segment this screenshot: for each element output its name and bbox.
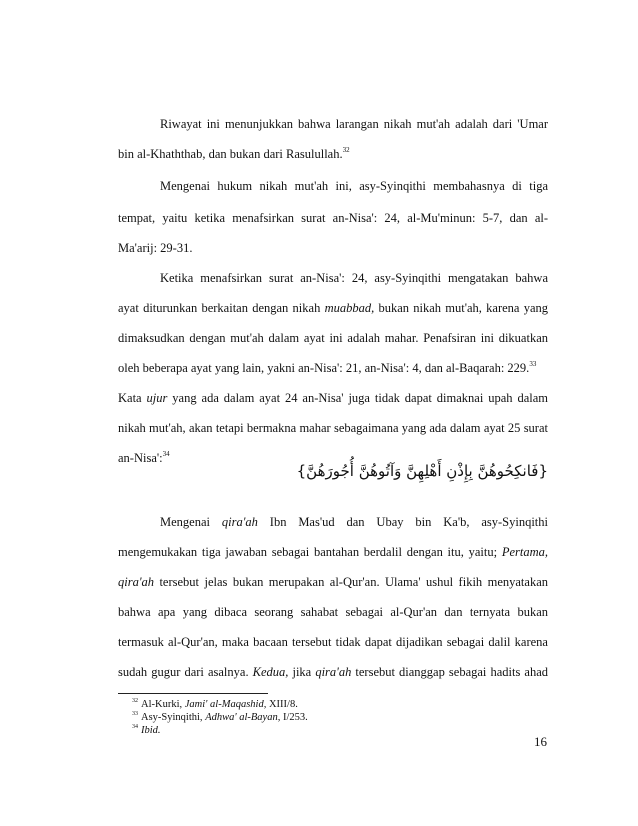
p3-line-5: Kata ujur yang ada dalam ayat 24 an-Nisa' juga tidak dapat dimaknai upah dalam xyxy=(118,391,548,405)
footnote-ref-34[interactable]: 34 xyxy=(162,450,170,458)
p3-line-6: nikah mut'ah, akan tetapi bermakna mahar sebagaimana yang ada dalam ayat 25 surat xyxy=(118,421,548,435)
page-number: 16 xyxy=(534,734,547,749)
p2-line-1: Mengenai hukum nikah mut'ah ini, asy-Syinqithi membahasnya di tiga xyxy=(160,179,548,193)
footnote-ref-33[interactable]: 33 xyxy=(529,360,537,368)
footnote-32: $^{32}$ Al-Kurki, Jami' al-Maqashid, XIII/8. xyxy=(132,697,298,710)
footnote-33: $^{33}$ Asy-Syinqithi, Adhwa' al-Bayan, I/253. xyxy=(132,710,308,723)
p3-line-2: ayat diturunkan berkaitan dengan nikah muabbad, bukan nikah mut'ah, karena yang xyxy=(118,301,548,315)
p2-line-2: tempat, yaitu ketika menafsirkan surat an-Nisa': 24, al-Mu'minun: 5-7, dan al- xyxy=(118,211,548,225)
p4-line-5: termasuk al-Qur'an, maka bacaan tersebut tidak dapat dijadikan sebagai dalil karena xyxy=(118,635,548,649)
p4-line-6: sudah gugur dari asalnya. Kedua, jika qira'ah tersebut dianggap sebagai hadits ahad xyxy=(118,665,548,679)
p4-line-4: bahwa apa yang dibaca seorang sahabat sebagai al-Qur'an dan ternyata bukan xyxy=(118,605,548,619)
arabic-verse: {فَانكِحُوهُنَّ بِإِذْنِ أَهْلِهِنَّ وَآتُوهُنَّ أُجُورَهُنَّ} xyxy=(296,462,548,480)
p3-line-1: Ketika menafsirkan surat an-Nisa': 24, asy-Syinqithi mengatakan bahwa xyxy=(160,271,548,285)
p1-line-1: Riwayat ini menunjukkan bahwa larangan nikah mut'ah adalah dari 'Umar xyxy=(160,117,548,131)
footnote-ref-32[interactable]: 32 xyxy=(342,146,350,154)
footnote-separator xyxy=(118,693,268,694)
footnote-34: $^{34}$ Ibid. xyxy=(132,723,161,736)
p3-line-3: dimaksudkan dengan mut'ah dalam ayat ini adalah mahar. Penafsiran ini dikuatkan xyxy=(118,331,548,345)
p2-line-3: Ma'arij: 29-31. xyxy=(118,241,193,255)
p4-line-1: Mengenai qira'ah Ibn Mas'ud dan Ubay bin Ka'b, asy-Syinqithi xyxy=(160,515,548,529)
p3-line-4: oleh beberapa ayat yang lain, yakni an-Nisa': 21, an-Nisa': 4, dan al-Baqarah: 229.33 xyxy=(118,360,537,375)
p3-line-7: an-Nisa':$^{34}$ xyxy=(118,450,170,465)
p4-line-3: qira'ah tersebut jelas bukan merupakan al-Qur'an. Ulama' ushul fikih menyatakan xyxy=(118,575,548,589)
p1-line-2: bin al-Khaththab, dan bukan dari Rasulullah.$^{32}$ xyxy=(118,146,350,161)
p4-line-2: mengemukakan tiga jawaban sebagai bantahan berdalil dengan itu, yaitu; Pertama, xyxy=(118,545,548,559)
